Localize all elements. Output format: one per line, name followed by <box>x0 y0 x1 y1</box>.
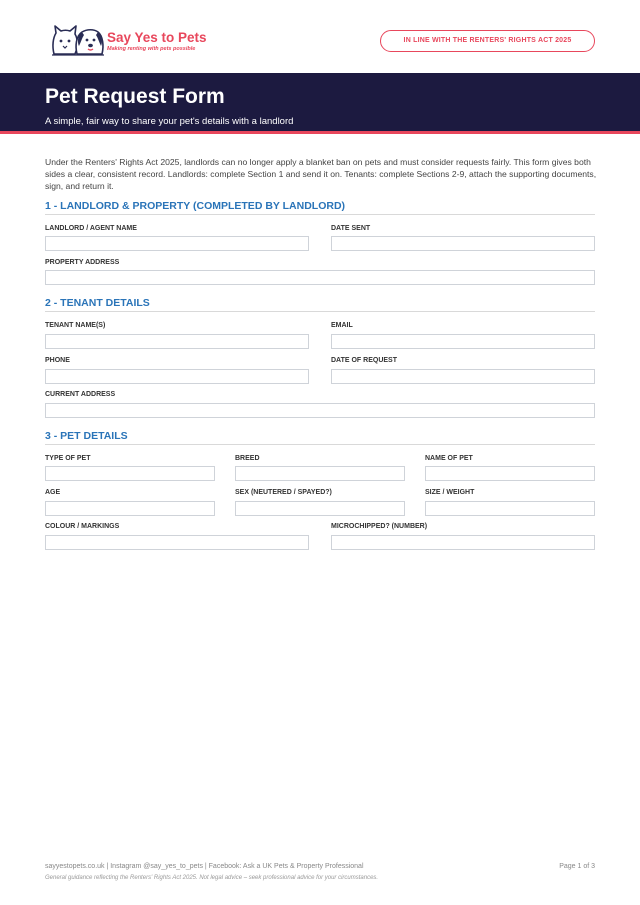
name-of-pet-field[interactable] <box>425 466 595 481</box>
page-subtitle: A simple, fair way to share your pet's details with a landlord <box>45 116 294 127</box>
page-header <box>0 0 640 73</box>
property-address-field[interactable] <box>45 270 595 285</box>
footer-links: sayyestopets.co.uk | Instagram @say_yes_to_pets | Facebook: Ask a UK Pets & Property Professional <box>45 863 364 870</box>
size-weight-label: SIZE / WEIGHT <box>425 489 475 496</box>
brand-name: Say Yes to Pets <box>107 30 207 45</box>
date-of-request-label: DATE OF REQUEST <box>331 357 397 364</box>
phone-label: PHONE <box>45 357 70 364</box>
email-label: EMAIL <box>331 322 353 329</box>
property-address-label: PROPERTY ADDRESS <box>45 259 120 266</box>
title-banner <box>0 73 640 134</box>
tenant-names-label: TENANT NAME(S) <box>45 322 106 329</box>
current-address-field[interactable] <box>45 403 595 418</box>
brand-logo[interactable] <box>50 24 210 64</box>
date-sent-label: DATE SENT <box>331 225 371 232</box>
sex-label: SEX (NEUTERED / SPAYED?) <box>235 489 332 496</box>
type-of-pet-field[interactable] <box>45 466 215 481</box>
colour-markings-label: COLOUR / MARKINGS <box>45 523 120 530</box>
name-of-pet-label: NAME OF PET <box>425 455 473 462</box>
age-field[interactable] <box>45 501 215 516</box>
section-pet-heading: 3 - PET DETAILS <box>45 430 595 445</box>
microchipped-field[interactable] <box>331 535 595 550</box>
renters-rights-badge: IN LINE WITH THE RENTERS' RIGHTS ACT 2025 <box>380 30 595 52</box>
sex-field[interactable] <box>235 501 405 516</box>
microchipped-label: MICROCHIPPED? (NUMBER) <box>331 523 428 530</box>
footer-disclaimer: General guidance reflecting the Renters' Rights Act 2025. Not legal advice – seek professional advice for your circumstances. <box>45 875 379 881</box>
breed-field[interactable] <box>235 466 405 481</box>
page-title: Pet Request Form <box>45 85 225 108</box>
landlord-name-field[interactable] <box>45 236 309 251</box>
date-sent-field[interactable] <box>331 236 595 251</box>
page-number: Page 1 of 3 <box>559 863 595 870</box>
landlord-name-label: LANDLORD / AGENT NAME <box>45 225 137 232</box>
colour-markings-field[interactable] <box>45 535 309 550</box>
tenant-names-field[interactable] <box>45 334 309 349</box>
type-of-pet-label: TYPE OF PET <box>45 455 91 462</box>
breed-label: BREED <box>235 455 260 462</box>
age-label: AGE <box>45 489 61 496</box>
brand-tagline: Making renting with pets possible <box>107 46 196 52</box>
cat-and-dog-icon <box>50 24 106 60</box>
section-landlord-heading: 1 - LANDLORD & PROPERTY (COMPLETED BY LANDLORD) <box>45 200 595 215</box>
phone-field[interactable] <box>45 369 309 384</box>
current-address-label: CURRENT ADDRESS <box>45 391 116 398</box>
section-tenant-heading: 2 - TENANT DETAILS <box>45 297 595 312</box>
intro-paragraph: Under the Renters' Rights Act 2025, landlords can no longer apply a blanket ban on pets and must consider requests fairly. This form gives both sides a clear, consistent record. Landlords: complete Section 1 and send it on. Tenants: complete Sections 2-9, attach the supporting documents, sign, and return it. <box>45 157 597 191</box>
email-field[interactable] <box>331 334 595 349</box>
size-weight-field[interactable] <box>425 501 595 516</box>
date-of-request-field[interactable] <box>331 369 595 384</box>
